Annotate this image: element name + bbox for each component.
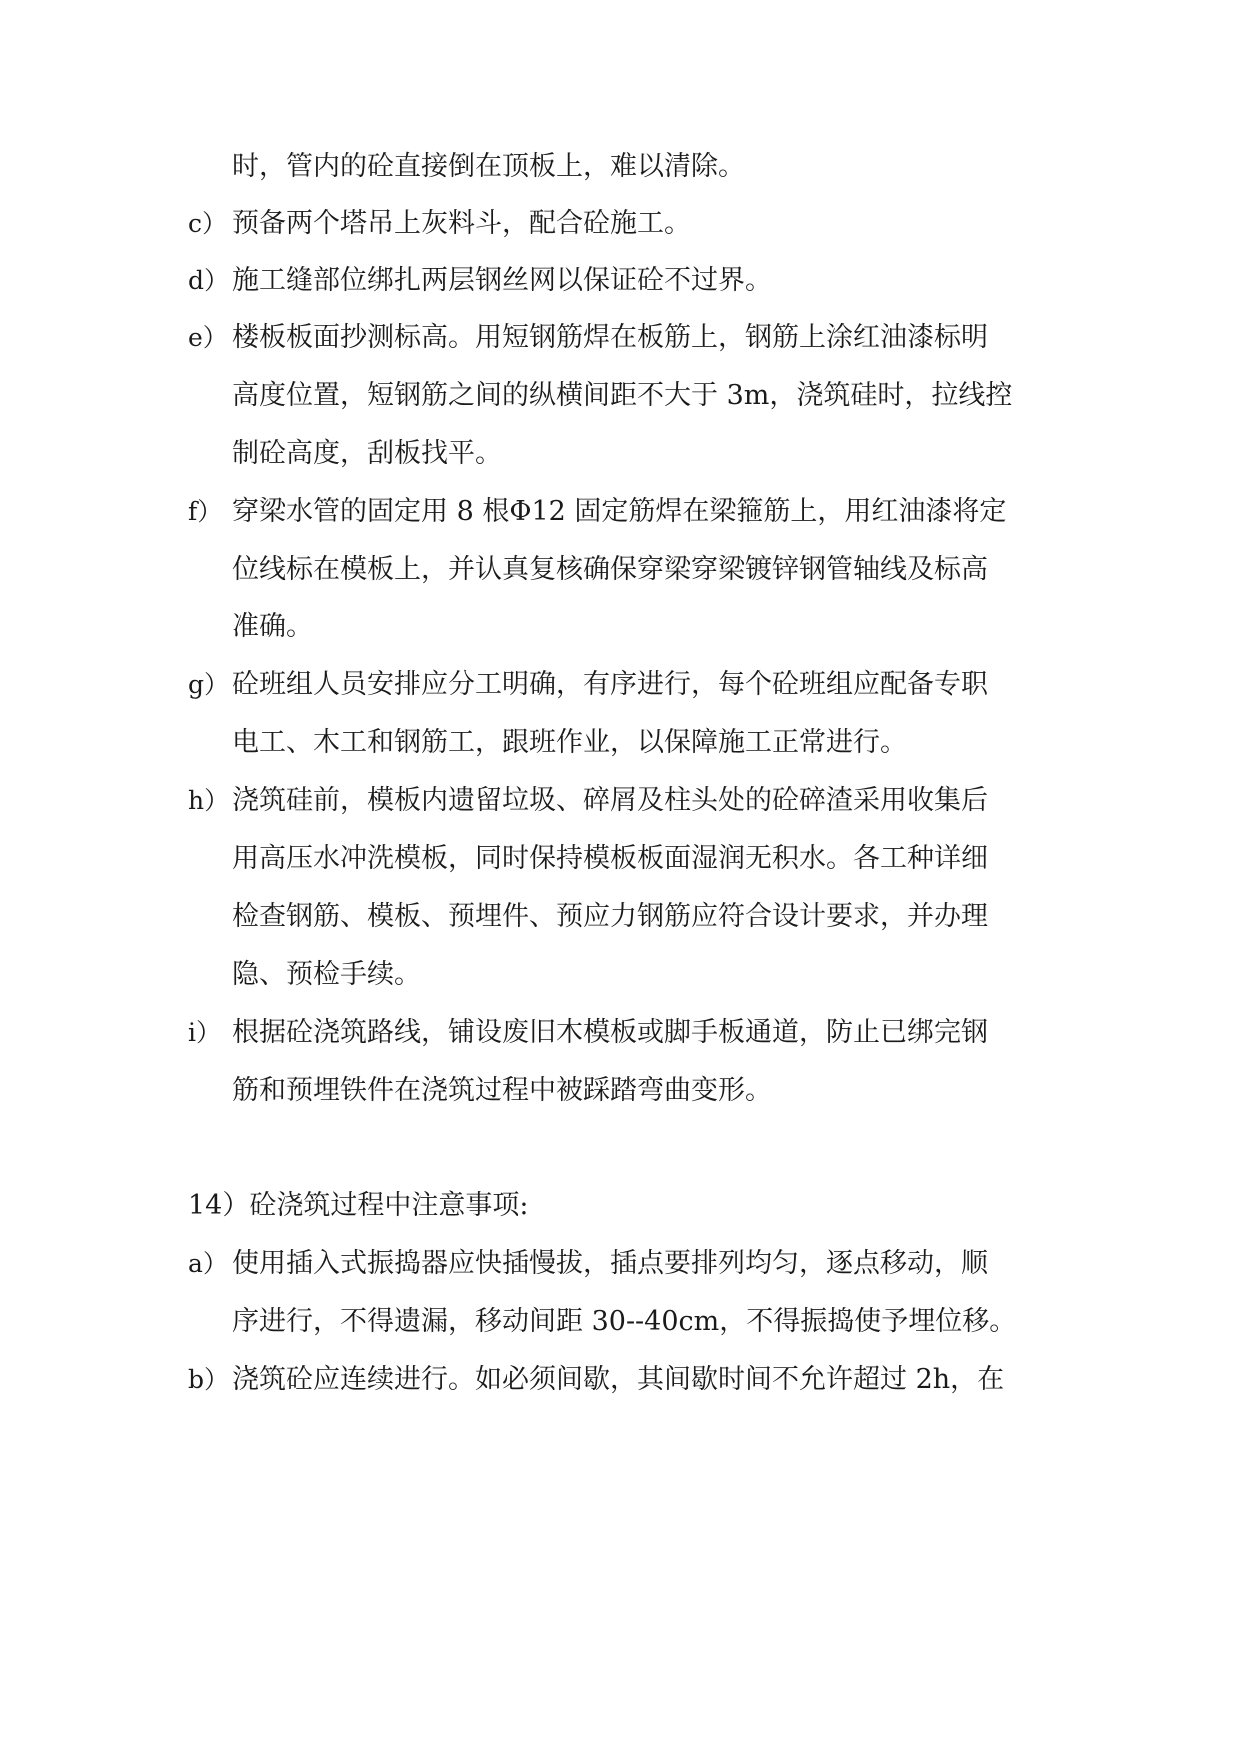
list-item-text: 使用插入式振捣器应快插慢拔，插点要排列均匀，逐点移动，顺	[232, 1248, 988, 1279]
body-line: 时，管内的砼直接倒在顶板上，难以清除。	[232, 151, 745, 182]
list-marker: a）	[188, 1249, 228, 1278]
list-item-text: 穿梁水管的固定用 8 根Φ12 固定筋焊在梁箍筋上，用红油漆将定	[232, 496, 1007, 527]
list-marker: i）	[188, 1018, 221, 1047]
list-marker: d）	[188, 266, 230, 295]
list-marker: c）	[188, 209, 228, 238]
list-marker: g）	[188, 670, 230, 699]
list-item-continuation: 准确。	[232, 611, 313, 642]
list-item-text: 楼板板面抄测标高。用短钢筋焊在板筋上，钢筋上涂红油漆标明	[232, 322, 988, 353]
list-item-continuation: 用高压水冲洗模板，同时保持模板板面湿润无积水。各工种详细	[232, 843, 988, 874]
list-item-continuation: 序进行，不得遗漏，移动间距 30--40cm，不得振捣使予埋位移。	[232, 1306, 1017, 1337]
list-item-continuation: 电工、木工和钢筋工，跟班作业，以保障施工正常进行。	[232, 727, 907, 758]
list-item-continuation: 检查钢筋、模板、预埋件、预应力钢筋应符合设计要求，并办理	[232, 901, 988, 932]
list-item-text: 施工缝部位绑扎两层钢丝网以保证砼不过界。	[232, 265, 772, 296]
list-item-text: 砼班组人员安排应分工明确，有序进行，每个砼班组应配备专职	[232, 669, 988, 700]
list-marker: e）	[188, 323, 228, 352]
list-item-continuation: 制砼高度，刮板找平。	[232, 438, 502, 469]
list-item-text: 浇筑硅前，模板内遗留垃圾、碎屑及柱头处的砼碎渣采用收集后	[232, 785, 988, 816]
list-item-continuation: 筋和预埋铁件在浇筑过程中被踩踏弯曲变形。	[232, 1075, 772, 1106]
list-item-continuation: 高度位置，短钢筋之间的纵横间距不大于 3m，浇筑硅时，拉线控	[232, 380, 1013, 411]
list-item-continuation: 位线标在模板上，并认真复核确保穿梁穿梁镀锌钢管轴线及标高	[232, 554, 988, 585]
list-item-continuation: 隐、预检手续。	[232, 959, 421, 990]
list-marker: b）	[188, 1365, 230, 1394]
list-marker: f）	[188, 497, 223, 526]
section-heading: 14）砼浇筑过程中注意事项:	[188, 1190, 529, 1221]
list-item-text: 浇筑砼应连续进行。如必须间歇，其间歇时间不允许超过 2h，在	[232, 1364, 1005, 1395]
list-marker: h）	[188, 786, 230, 815]
list-item-text: 预备两个塔吊上灰料斗，配合砼施工。	[232, 208, 691, 239]
list-item-text: 根据砼浇筑路线，铺设废旧木模板或脚手板通道，防止已绑完钢	[232, 1017, 988, 1048]
